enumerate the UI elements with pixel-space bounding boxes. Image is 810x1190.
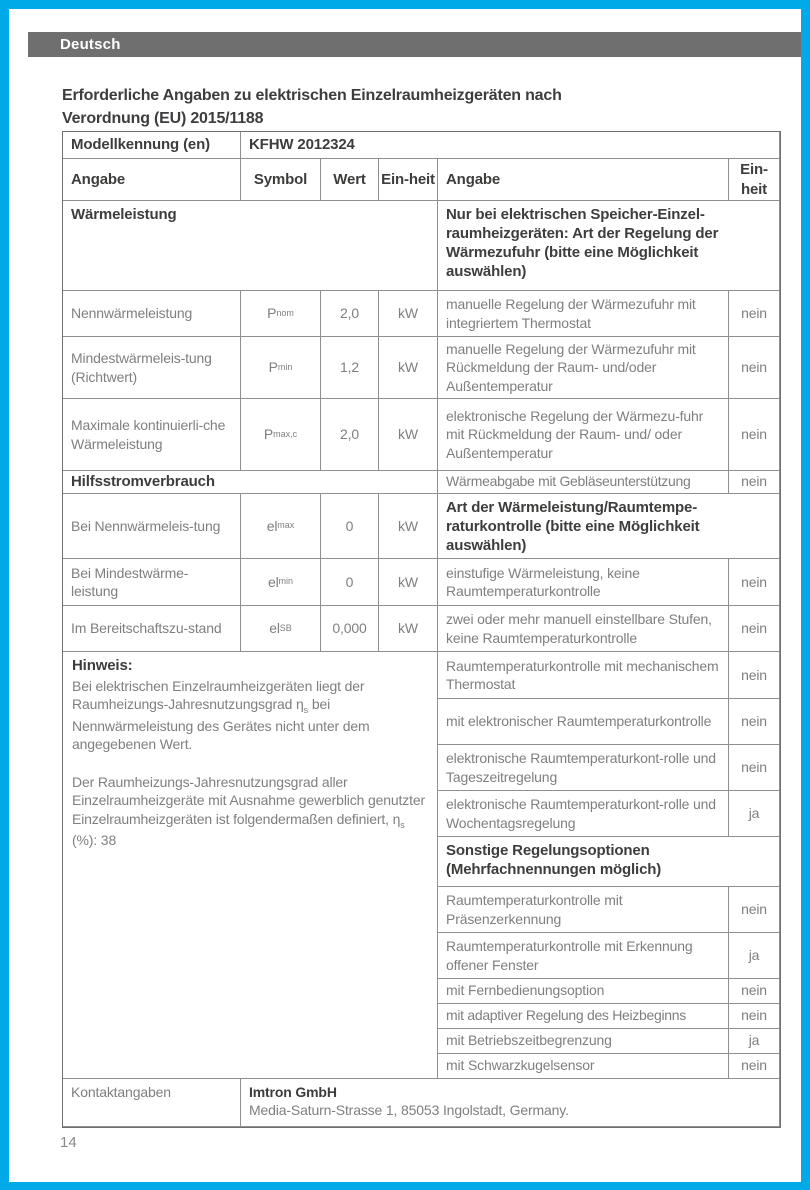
symbol-subscript: max,c bbox=[273, 428, 298, 439]
spec-text: elektronische Raumtemperaturkont-rolle und Tageszeitregelung bbox=[438, 745, 729, 791]
spec-text: mit elektronischer Raumtemperaturkontrolle bbox=[438, 699, 729, 745]
unit-cell: kW bbox=[379, 291, 438, 337]
product-data-table bbox=[62, 131, 781, 1128]
model-key-label: Modellkennung (en) bbox=[63, 132, 241, 159]
section-title-waermeleistung: Wärmeleistung bbox=[63, 201, 438, 291]
value-cell: 1,2 bbox=[321, 337, 379, 399]
value-cell: 2,0 bbox=[321, 399, 379, 471]
contact-address: Media-Saturn-Strasse 1, 85053 Ingolstadt, Germany. bbox=[249, 1102, 569, 1119]
row-label: Mindestwärmeleis-tung (Richtwert) bbox=[63, 337, 241, 399]
symbol-cell bbox=[241, 399, 321, 471]
row-label: Bei Mindestwärme-leistung bbox=[63, 559, 241, 606]
row-label: Nennwärmeleistung bbox=[63, 291, 241, 337]
spec-value: ja bbox=[729, 1029, 780, 1054]
section-title-hilfsstromverbrauch: Hilfsstromverbrauch bbox=[63, 471, 438, 494]
language-bar bbox=[28, 32, 801, 57]
row-label: Bei Nennwärmeleis-tung bbox=[63, 494, 241, 559]
spec-text: elektronische Regelung der Wärmezu-fuhr mit Rückmeldung der Raum- und/ oder Außentemperatur bbox=[438, 399, 729, 471]
spec-text: Wärmeabgabe mit Gebläseunterstützung bbox=[438, 471, 729, 494]
spec-text: manuelle Regelung der Wärmezufuhr mit integriertem Thermostat bbox=[438, 291, 729, 337]
spec-value: ja bbox=[729, 933, 780, 979]
page-title-line1: Erforderliche Angaben zu elektrischen Einzelraumheizgeräten nach bbox=[62, 87, 562, 104]
spec-value: nein bbox=[729, 399, 780, 471]
spec-text: einstufige Wärmeleistung, keine Raumtemperaturkontrolle bbox=[438, 559, 729, 606]
spec-value: nein bbox=[729, 1004, 780, 1029]
spec-value: nein bbox=[729, 699, 780, 745]
section-title-art-waermeleistung: Art der Wärmeleistung/Raumtempe-raturkontrolle (bitte eine Möglichkeit auswählen) bbox=[438, 494, 780, 559]
spec-text: zwei oder mehr manuell einstellbare Stufen, keine Raumtemperaturkontrolle bbox=[438, 606, 729, 652]
page-number: 14 bbox=[60, 1134, 77, 1151]
value-cell: 2,0 bbox=[321, 291, 379, 337]
note-title: Hinweis: bbox=[72, 657, 133, 674]
symbol-subscript: min bbox=[277, 361, 293, 372]
spec-text: mit Fernbedienungsoption bbox=[438, 979, 729, 1004]
symbol-cell bbox=[241, 606, 321, 652]
symbol-subscript: nom bbox=[276, 307, 294, 318]
contact-company: Imtron GmbH bbox=[249, 1084, 337, 1100]
spec-value: ja bbox=[729, 791, 780, 837]
spec-text: mit adaptiver Regelung des Heizbeginns bbox=[438, 1004, 729, 1029]
spec-value: nein bbox=[729, 606, 780, 652]
note-paragraph-1: Bei elektrischen Einzelraumheizgeräten liegt der Raumheizungs-Jahresnutzungsgrad $\eta_s$ bei Nennwärmeleistung des Gerätes nicht unter dem angegebenen Wert. bbox=[72, 677, 370, 753]
symbol-subscript: max bbox=[277, 520, 295, 531]
col-header-angabe-right: Angabe bbox=[438, 159, 729, 201]
col-header-einheit-left: Ein-heit bbox=[379, 159, 438, 201]
value-cell: 0 bbox=[321, 559, 379, 606]
unit-cell: kW bbox=[379, 606, 438, 652]
spec-value: nein bbox=[729, 471, 780, 494]
row-label: Im Bereitschaftszu-stand bbox=[63, 606, 241, 652]
page-title bbox=[62, 84, 752, 130]
section-title-sonstige-regelungsoptionen: Sonstige Regelungsoptionen (Mehrfachnennungen möglich) bbox=[438, 837, 780, 887]
spec-value: nein bbox=[729, 1054, 780, 1079]
language-label: Deutsch bbox=[60, 36, 121, 53]
spec-text: Raumtemperaturkontrolle mit mechanischem Thermostat bbox=[438, 652, 729, 699]
note-paragraph-2: Der Raumheizungs-Jahresnutzungsgrad aller Einzelraumheizgeräte mit Ausnahme gewerblich genutzter Einzelraumheizgeräten ist folgendermaßen definiert, $\eta_s$ (%): 38 bbox=[72, 773, 425, 849]
contact-cell bbox=[241, 1079, 780, 1127]
symbol-cell bbox=[241, 291, 321, 337]
contact-label: Kontaktangaben bbox=[63, 1079, 241, 1127]
spec-text: elektronische Raumtemperaturkont-rolle und Wochentagsregelung bbox=[438, 791, 729, 837]
symbol-base: el bbox=[267, 573, 279, 590]
symbol-cell bbox=[241, 494, 321, 559]
col-header-symbol: Symbol bbox=[241, 159, 321, 201]
col-header-einheit-right: Ein-heit bbox=[729, 159, 780, 201]
model-key-value: KFHW 2012324 bbox=[241, 132, 780, 159]
spec-text: Raumtemperaturkontrolle mit Präsenzerkennung bbox=[438, 887, 729, 933]
spec-value: nein bbox=[729, 291, 780, 337]
symbol-base: P bbox=[263, 426, 274, 443]
symbol-base: el bbox=[266, 517, 278, 534]
spec-text: Raumtemperaturkontrolle mit Erkennung offener Fenster bbox=[438, 933, 729, 979]
note-cell bbox=[63, 652, 438, 1079]
unit-cell: kW bbox=[379, 399, 438, 471]
unit-cell: kW bbox=[379, 337, 438, 399]
unit-cell: kW bbox=[379, 559, 438, 606]
symbol-base: el bbox=[269, 620, 280, 637]
page-title-line2: Verordnung (EU) 2015/1188 bbox=[62, 110, 264, 128]
section-title-speicher-regelung: Nur bei elektrischen Speicher-Einzel-raumheizgeräten: Art der Regelung der Wärmezufuhr (bitte eine Möglichkeit auswählen) bbox=[438, 201, 780, 291]
spec-value: nein bbox=[729, 559, 780, 606]
col-header-wert: Wert bbox=[321, 159, 379, 201]
symbol-subscript: min bbox=[278, 576, 294, 587]
symbol-cell bbox=[241, 337, 321, 399]
spec-text: mit Schwarzkugelsensor bbox=[438, 1054, 729, 1079]
symbol-base: P bbox=[268, 359, 278, 376]
spec-value: nein bbox=[729, 745, 780, 791]
col-header-angabe-left: Angabe bbox=[63, 159, 241, 201]
spec-value: nein bbox=[729, 979, 780, 1004]
symbol-base: P bbox=[267, 305, 277, 322]
row-label: Maximale kontinuierli-che Wärmeleistung bbox=[63, 399, 241, 471]
symbol-subscript: SB bbox=[279, 622, 292, 633]
spec-value: nein bbox=[729, 652, 780, 699]
spec-text: manuelle Regelung der Wärmezufuhr mit Rückmeldung der Raum- und/oder Außentemperatur bbox=[438, 337, 729, 399]
spec-value: nein bbox=[729, 887, 780, 933]
symbol-cell bbox=[241, 559, 321, 606]
spec-text: mit Betriebszeitbegrenzung bbox=[438, 1029, 729, 1054]
unit-cell: kW bbox=[379, 494, 438, 559]
spec-value: nein bbox=[729, 337, 780, 399]
value-cell: 0 bbox=[321, 494, 379, 559]
value-cell: 0,000 bbox=[321, 606, 379, 652]
